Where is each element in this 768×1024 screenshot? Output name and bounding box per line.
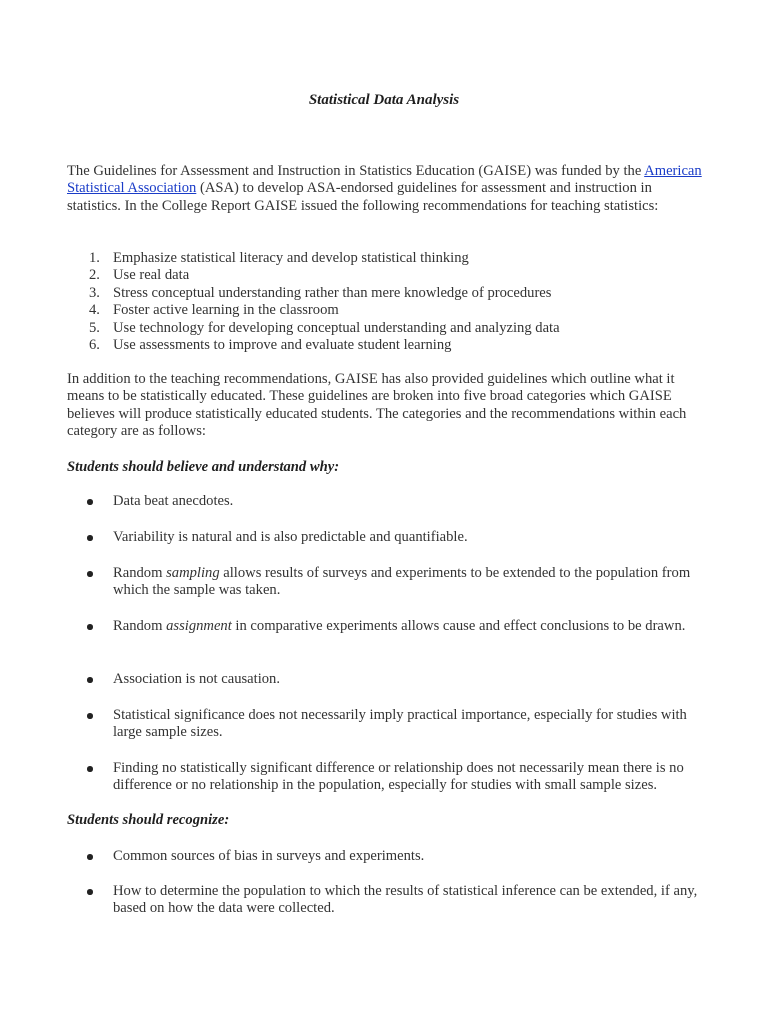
intro-paragraph: The Guidelines for Assessment and Instruction in Statistics Education (GAISE) was funded by the American Statistical Association (ASA) to develop ASA-endorsed guidelines for assessment and instruction in statistics. In the College Report GAISE issued the following recommendations for teaching statistics: — [67, 163, 702, 214]
bullet-item: Finding no statistically significant difference or relationship does not necessarily mean there is no difference or no relationship in the population, especially for studies with small sample sizes. — [87, 760, 707, 795]
bullet-icon — [87, 854, 93, 860]
bullet-icon — [87, 624, 93, 630]
bullet-item: Variability is natural and is also predictable and quantifiable. — [87, 529, 707, 546]
bullet-item: Random assignment in comparative experiments allows cause and effect conclusions to be drawn. — [87, 618, 707, 635]
bullet-item: Random sampling allows results of surveys and experiments to be extended to the population from which the sample was taken. — [87, 565, 707, 600]
bullet-item: Statistical significance does not necessarily imply practical importance, especially for studies with large sample sizes. — [87, 707, 707, 742]
list-item: 3. Stress conceptual understanding rather than mere knowledge of procedures — [89, 284, 552, 301]
recommendations-list — [67, 250, 707, 354]
bullet-icon — [87, 571, 93, 577]
list-item: 1. Emphasize statistical literacy and develop statistical thinking — [89, 250, 469, 266]
section-heading-believe: Students should believe and understand why: — [67, 459, 340, 475]
bullet-icon — [87, 889, 93, 895]
bullet-icon — [87, 766, 93, 772]
page-title: Statistical Data Analysis — [308, 92, 460, 108]
bullet-icon — [87, 499, 93, 505]
bullet-item: Association is not causation. — [87, 671, 707, 688]
bullet-icon — [87, 535, 93, 541]
list-item: 2. Use real data — [89, 267, 190, 284]
asa-link[interactable]: American Statistical Association — [67, 163, 702, 197]
bullet-item: How to determine the population to which the results of statistical inference can be extended, if any, based on how the data were collected. — [87, 883, 707, 918]
bullet-icon — [87, 677, 93, 683]
section-heading-recognize: Students should recognize: — [67, 812, 230, 828]
list-item: 5. Use technology for developing conceptual understanding and analyzing data — [89, 319, 560, 336]
bullet-icon — [87, 713, 93, 719]
list-item: 6. Use assessments to improve and evaluate student learning — [89, 337, 452, 354]
guidelines-paragraph: In addition to the teaching recommendations, GAISE has also provided guidelines which outline what it means to be statistically educated. These guidelines are broken into five broad categories which GAISE believes will produce statistically educated students. The categories and the recommendations within each category are as follows: — [67, 371, 687, 440]
bullet-item: Common sources of bias in surveys and experiments. — [87, 848, 707, 865]
list-item: 4. Foster active learning in the classroom — [89, 302, 339, 319]
bullet-item: Data beat anecdotes. — [87, 493, 707, 510]
